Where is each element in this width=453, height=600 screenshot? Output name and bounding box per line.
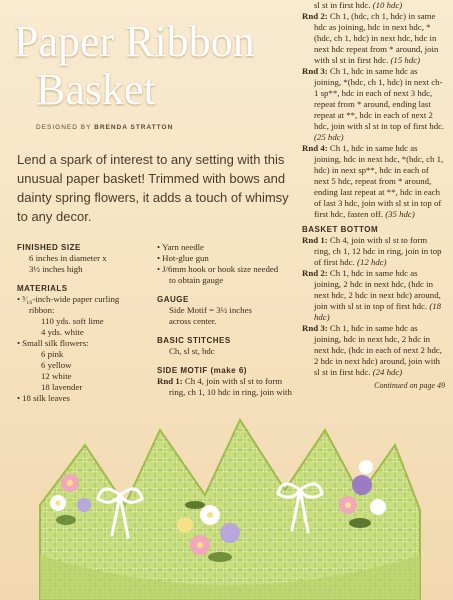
round-label: Rnd 4:: [302, 143, 328, 153]
designer-name: BRENDA STRATTON: [94, 124, 174, 131]
round-label: Rnd 1:: [302, 235, 328, 245]
round-label: Rnd 1:: [157, 376, 183, 386]
round-text: Ch 1, hdc in same hdc as joining, 2 hdc in next hdc, (hdc in next hdc, 2 hdc in next hdc) around, join with sl st in top of first hdc.: [314, 268, 441, 311]
round-text: Ch 4, join with sl st to form ring, ch 1, 10 hdc in ring, join with: [169, 376, 292, 397]
column-2: [157, 242, 297, 398]
byline: [36, 124, 173, 131]
gauge-line: Side Motif = 3½ inches: [169, 305, 252, 315]
round-text: Ch 1, hdc in same hdc as joining, hdc in next hdc, *(hdc, ch 1, hdc) in next sp**, hdc in each of next 5 hdc, repeat from * around, ending last repeat at **, hdc in each of last 3 hdc, join with sl st in top of first hdc, fasten off.: [314, 143, 444, 219]
material-item: • ³⁄₁₆-inch-wide paper curling: [17, 294, 157, 305]
side-motif-rnd-4: [302, 143, 445, 220]
basket-photo: [0, 385, 453, 600]
title-line-1: Paper Ribbon: [14, 17, 255, 66]
material-item: ribbon:: [29, 305, 55, 315]
material-item: • 18 silk leaves: [17, 393, 157, 404]
stitch-count: (18 hdc): [314, 301, 442, 322]
round-label: Rnd 3:: [302, 323, 328, 333]
finished-size-heading: FINISHED SIZE: [17, 243, 81, 252]
material-item: 110 yds. soft lime: [41, 316, 104, 326]
side-motif-rnd-3: [302, 66, 445, 143]
materials-heading: MATERIALS: [17, 284, 68, 293]
finished-size-line: 3½ inches high: [29, 264, 83, 274]
round-text: Ch 1, hdc in same hdc as joining, hdc in next hdc, 2 hdc in next hdc, (hdc in each of next 2 hdc, 2 hdc in next hdc) around, join with sl st in first hdc.: [314, 323, 442, 377]
material-item: 6 pink: [41, 349, 64, 359]
basket-bottom-heading: BASKET BOTTOM: [302, 225, 379, 234]
stitch-count: (10 hdc): [372, 0, 403, 10]
stitch-count: (25 hdc): [314, 132, 344, 142]
material-item: 6 yellow: [41, 360, 72, 370]
column-3: [302, 0, 445, 399]
round-text: Ch 4, join with sl st to form ring, ch 1, 12 hdc in ring, join in top of first hdc.: [314, 235, 442, 267]
gauge-line: across center.: [169, 316, 217, 326]
stitch-count: (35 hdc): [385, 209, 415, 219]
round-text: sl st in first hdc.: [314, 0, 371, 10]
finished-size-line: 6 inches in diameter x: [29, 253, 107, 263]
round-label: Rnd 2:: [302, 268, 328, 278]
material-item: • Yarn needle: [157, 242, 297, 253]
material-item: 18 lavender: [41, 382, 83, 392]
material-item: 4 yds. white: [41, 327, 84, 337]
round-label: Rnd 2:: [302, 11, 328, 21]
side-motif-heading: SIDE MOTIF (make 6): [157, 366, 247, 375]
material-item: • J/6mm hook or hook size needed: [157, 264, 297, 275]
round-continuation: [302, 0, 445, 11]
gauge-heading: GAUGE: [157, 295, 189, 304]
stitch-count: (15 hdc): [390, 55, 421, 65]
round-text: Ch 1, hdc in same hdc as joining, *(hdc, ch 1, hdc) in next ch-1 sp**, hdc in each of next 3 hdc, repeat from * around, ending last repeat at **, hdc in each of next 2 hdc, join with sl st in top of first hdc.: [314, 66, 445, 131]
byline-prefix: DESIGNED BY: [36, 124, 92, 131]
intro-paragraph: Lend a spark of interest to any setting with this unusual paper basket! Trimmed with bows and dainty spring flowers, it adds a touch of whimsy to any decor.: [17, 152, 289, 224]
round-label: Rnd 3:: [302, 66, 328, 76]
column-1: [17, 242, 157, 404]
bottom-rnd-1: [302, 235, 445, 268]
stitch-count: (12 hdc): [357, 257, 387, 267]
basic-stitches-line: Ch, sl st, hdc: [169, 346, 215, 356]
material-item: • Hot-glue gun: [157, 253, 297, 264]
material-item: to obtain gauge: [169, 275, 224, 285]
stitch-count: (24 hdc): [372, 367, 403, 377]
round-text: Ch 1, (hdc, ch 1, hdc) in same hdc as joining, hdc in next hdc, *(hdc, ch 1, hdc) in next hdc, hdc in next hdc repeat from * around, join with sl st in first hdc.: [314, 11, 439, 65]
page-title: [14, 18, 304, 114]
basic-stitches-heading: BASIC STITCHES: [157, 336, 231, 345]
material-item: 12 white: [41, 371, 72, 381]
bottom-rnd-3: [302, 323, 445, 378]
side-motif-rnd-2: [302, 11, 445, 66]
bottom-rnd-2: [302, 268, 445, 323]
material-item: • Small silk flowers:: [17, 338, 157, 349]
continued-note: Continued on page 49: [374, 381, 445, 390]
title-line-2: Basket: [36, 65, 156, 114]
